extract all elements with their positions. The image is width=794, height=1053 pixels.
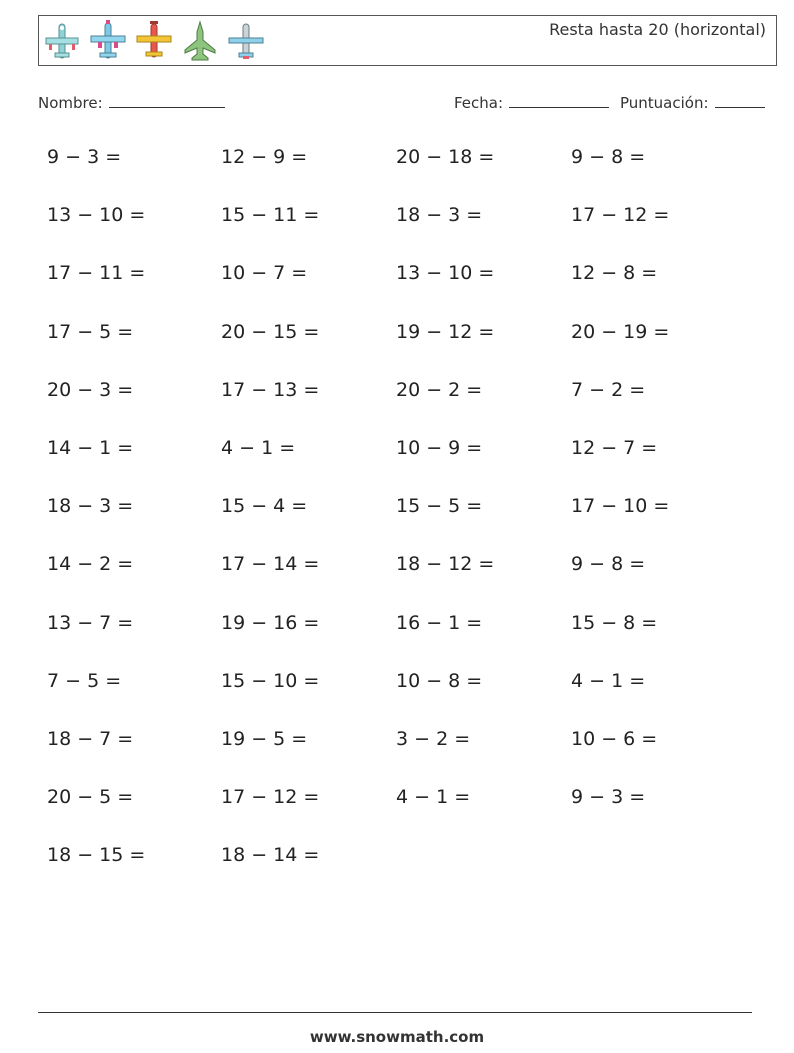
date-label: Fecha: bbox=[454, 94, 504, 112]
problem-item: 15 − 11 = bbox=[221, 204, 320, 227]
problem-item: 9 − 3 = bbox=[571, 786, 646, 809]
problem-item: 4 − 1 = bbox=[571, 669, 646, 692]
jet-green-icon bbox=[181, 20, 219, 62]
problem-item: 13 − 10 = bbox=[47, 204, 146, 227]
problem-item: 17 − 13 = bbox=[221, 378, 320, 401]
problem-item: 12 − 9 = bbox=[221, 146, 308, 168]
problem-item: 4 − 1 = bbox=[396, 786, 471, 809]
problem-item: 14 − 1 = bbox=[47, 437, 134, 459]
problem-item: 19 − 12 = bbox=[396, 320, 495, 343]
problem-item: 19 − 5 = bbox=[221, 728, 308, 750]
problem-item: 18 − 12 = bbox=[396, 553, 495, 576]
problem-item: 17 − 11 = bbox=[47, 262, 146, 285]
problem-item: 15 − 10 = bbox=[221, 669, 320, 692]
name-field bbox=[38, 93, 225, 112]
problem-item: 17 − 10 = bbox=[571, 495, 670, 518]
problem-item: 14 − 2 = bbox=[47, 553, 134, 576]
date-field bbox=[454, 93, 609, 112]
problem-item: 10 − 7 = bbox=[221, 262, 308, 285]
problem-item: 17 − 5 = bbox=[47, 320, 134, 343]
problem-item: 10 − 8 = bbox=[396, 669, 483, 692]
problem-item: 20 − 3 = bbox=[47, 378, 134, 401]
problem-item: 15 − 4 = bbox=[221, 495, 308, 518]
problem-item: 18 − 7 = bbox=[47, 728, 134, 750]
header-icons bbox=[43, 20, 265, 62]
problem-item: 4 − 1 = bbox=[221, 437, 296, 459]
problem-item: 10 − 6 = bbox=[571, 728, 658, 750]
problem-item: 12 − 7 = bbox=[571, 437, 658, 459]
score-field bbox=[620, 93, 765, 112]
airplane-blue-icon bbox=[89, 20, 127, 62]
problem-item: 20 − 18 = bbox=[396, 146, 495, 168]
problem-item: 20 − 5 = bbox=[47, 786, 134, 809]
problem-item: 15 − 5 = bbox=[396, 495, 483, 518]
problem-item: 9 − 3 = bbox=[47, 146, 122, 168]
problem-item: 18 − 14 = bbox=[221, 844, 320, 867]
problem-item: 16 − 1 = bbox=[396, 611, 483, 634]
problem-item: 18 − 15 = bbox=[47, 844, 146, 867]
date-blank[interactable] bbox=[509, 93, 609, 108]
problem-item: 10 − 9 = bbox=[396, 437, 483, 459]
worksheet-header bbox=[38, 15, 777, 66]
airplane-gray-icon bbox=[227, 20, 265, 62]
problem-item: 3 − 2 = bbox=[396, 728, 471, 750]
name-blank[interactable] bbox=[109, 93, 225, 108]
problem-item: 12 − 8 = bbox=[571, 262, 658, 285]
problem-item: 20 − 15 = bbox=[221, 320, 320, 343]
footer-url: www.snowmath.com bbox=[309, 1028, 485, 1046]
problem-item: 13 − 10 = bbox=[396, 262, 495, 285]
problem-item: 17 − 14 = bbox=[221, 553, 320, 576]
worksheet-title: Resta hasta 20 (horizontal) bbox=[549, 20, 766, 39]
airplane-teal-icon bbox=[43, 20, 81, 62]
problem-item: 9 − 8 = bbox=[571, 146, 646, 168]
problem-item: 18 − 3 = bbox=[396, 204, 483, 227]
problem-item: 15 − 8 = bbox=[571, 611, 658, 634]
airplane-yellow-icon bbox=[135, 20, 173, 62]
problem-item: 9 − 8 = bbox=[571, 553, 646, 576]
score-blank[interactable] bbox=[715, 93, 765, 108]
footer-divider bbox=[38, 1012, 752, 1013]
problem-item: 20 − 2 = bbox=[396, 378, 483, 401]
problem-item: 17 − 12 = bbox=[221, 786, 320, 809]
problem-item: 7 − 5 = bbox=[47, 669, 122, 692]
problem-item: 13 − 7 = bbox=[47, 611, 134, 634]
score-label: Puntuación: bbox=[620, 94, 709, 112]
problem-item: 17 − 12 = bbox=[571, 204, 670, 227]
problem-item: 18 − 3 = bbox=[47, 495, 134, 518]
problem-item: 20 − 19 = bbox=[571, 320, 670, 343]
problem-item: 7 − 2 = bbox=[571, 378, 646, 401]
problem-item: 19 − 16 = bbox=[221, 611, 320, 634]
name-label: Nombre: bbox=[38, 94, 103, 112]
